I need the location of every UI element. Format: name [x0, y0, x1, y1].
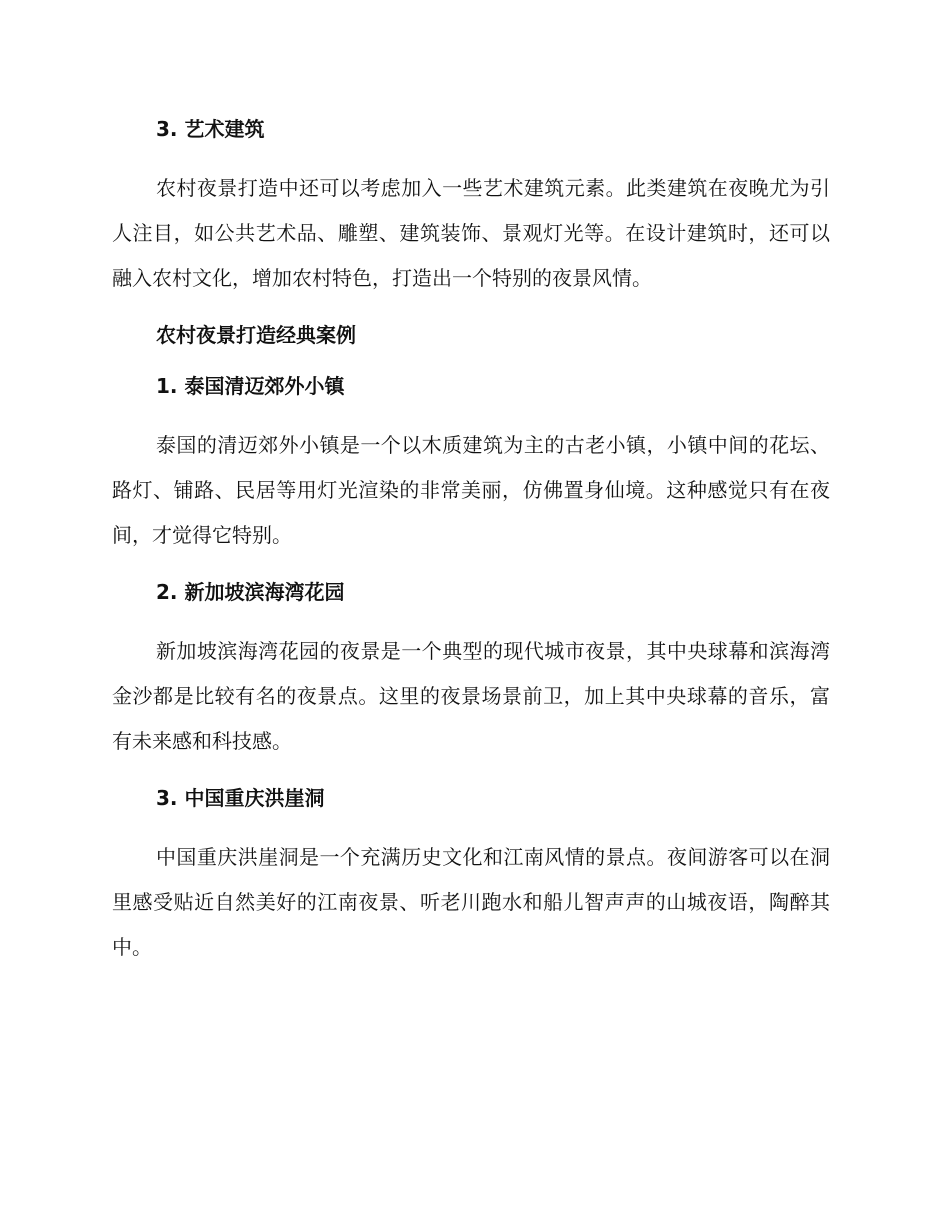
- paragraph-chiang-mai: 泰国的清迈郊外小镇是一个以木质建筑为主的古老小镇，小镇中间的花坛、路灯、铺路、民居等用灯光渲染的非常美丽，仿佛置身仙境。这种感觉只有在夜间，才觉得它特别。: [112, 433, 830, 547]
- document-body: [112, 110, 830, 970]
- section-heading-art-architecture: 3. 艺术建筑: [156, 117, 265, 141]
- case-heading-hongyadong: 3. 中国重庆洪崖洞: [156, 786, 325, 810]
- paragraph-art-architecture: 农村夜景打造中还可以考虑加入一些艺术建筑元素。此类建筑在夜晚尤为引人注目，如公共艺术品、雕塑、建筑装饰、景观灯光等。在设计建筑时，还可以融入农村文化，增加农村特色，打造出一个特别的夜景风情。: [112, 176, 830, 290]
- section-heading-classic-cases: 农村夜景打造经典案例: [156, 323, 356, 347]
- case-heading-chiang-mai: 1. 泰国清迈郊外小镇: [156, 374, 345, 398]
- case-heading-gardens-by-the-bay: 2. 新加坡滨海湾花园: [156, 580, 345, 604]
- paragraph-gardens-by-the-bay: 新加坡滨海湾花园的夜景是一个典型的现代城市夜景，其中央球幕和滨海湾金沙都是比较有名的夜景点。这里的夜景场景前卫，加上其中央球幕的音乐，富有未来感和科技感。: [112, 639, 830, 753]
- paragraph-hongyadong: 中国重庆洪崖洞是一个充满历史文化和江南风情的景点。夜间游客可以在洞里感受贴近自然美好的江南夜景、听老川跑水和船儿智声声的山城夜语，陶醉其中。: [112, 845, 830, 959]
